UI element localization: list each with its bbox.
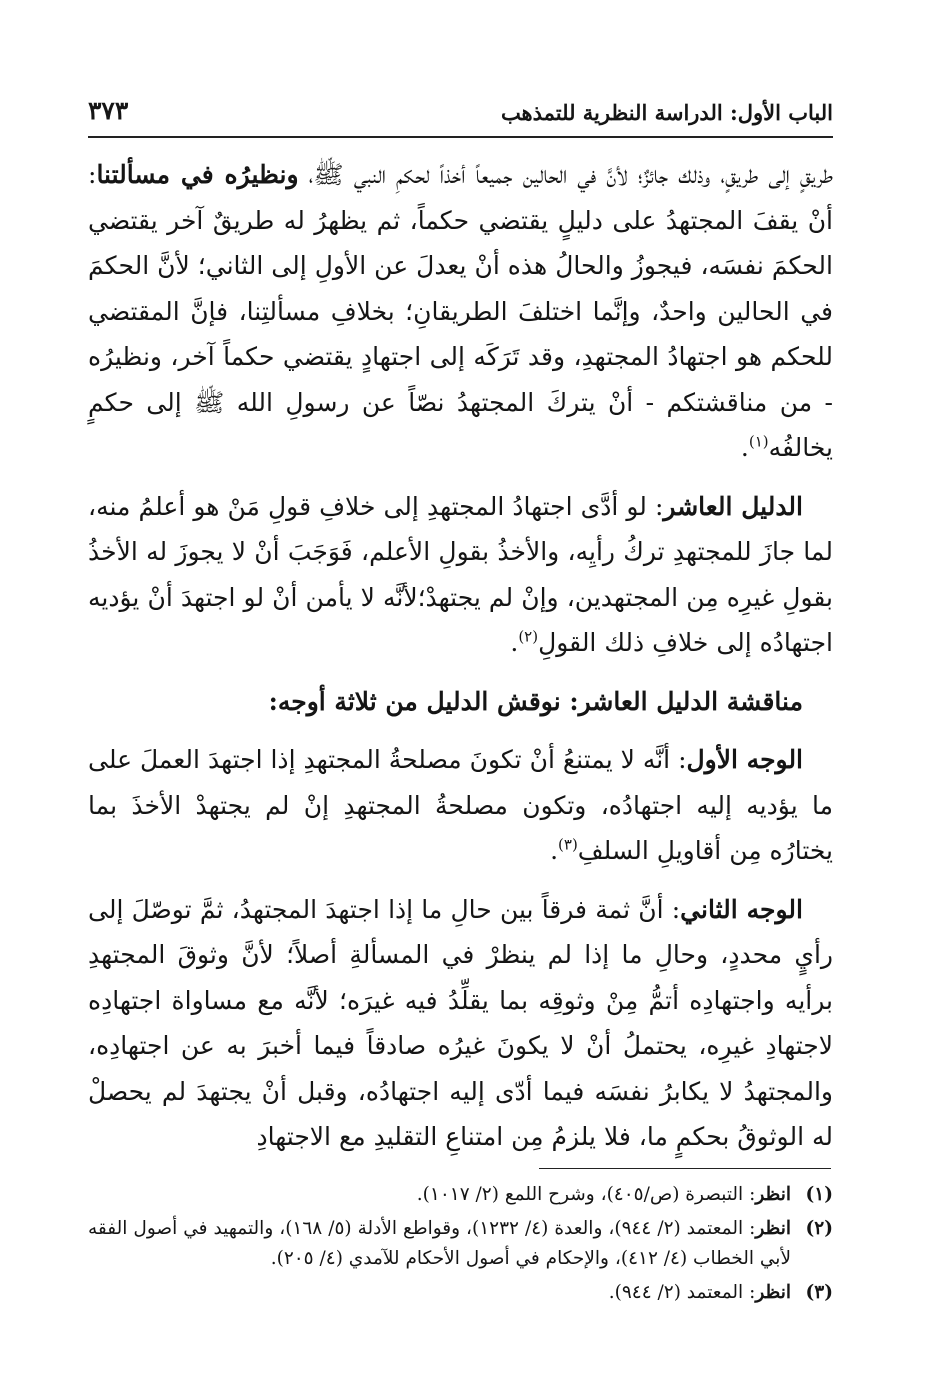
footnote-ref: (١)	[748, 432, 769, 451]
paragraph-end: .	[550, 836, 559, 865]
paragraph-heading: الوجه الأول	[686, 745, 804, 774]
footnote-text	[88, 1278, 791, 1308]
paragraph-heading: مناقشة الدليل العاشر	[578, 686, 803, 716]
footnote-label: انظر	[755, 1218, 792, 1239]
paragraph-heading: الوجه الثاني	[680, 894, 803, 924]
footnote	[88, 1180, 833, 1210]
footnote	[88, 1278, 833, 1308]
footnote-number: (١)	[805, 1184, 833, 1205]
paragraph-text: : أنَّه لا يمتنعُ أنْ تكونَ مصلحةُ المجتهدِ إذا اجتهدَ العملَ على ما يؤديه إليه اجتهادُه، وتكون مصلحةُ المجتهدِ إنْ لم يجتهدْ الأخذَ بما يختارُه مِن أقاويلِ السلفِ	[88, 745, 833, 865]
paragraph-text: طريقٍ إلى طريقٍ، وذلك جائزٌ؛ لأنَّ في الحالين جميعاً أخذاً لحكمِ النبي ﷺ،	[298, 160, 833, 189]
footnote-ref: (٢)	[518, 627, 539, 646]
paragraph-text: : أنَّ ثمة فرقاً بين حالِ ما إذا اجتهدَ المجتهدُ، ثمَّ توصّلَ إلى رأيٍ محددٍ، وحالِ ما إذا لم ينظرْ في المسألةِ أصلاً؛ لأنَّ وثوقَ المجتهدِ برأيه واجتهادِه أتمُّ مِنْ وثوقِه بما يقلِّدُ فيه غيرَه؛ لأنَّه مع مساواة اجتهادِه لاجتهادِ غيرِه، يحتملُ أنْ لا يكونَ غيرُه صادقاً فيما أخبرَ به عن اجتهادِه، والمجتهدُ لا يكابرُ نفسَه فيما أدّى إليه اجتهادُه، وقبل أنْ يجتهدَ لم يحصلْ له الوثوقُ بحكمٍ ما، فلا يلزمُ مِن امتناعِ التقليدِ مع الاجتهادِ	[88, 894, 833, 1151]
footnotes	[88, 1180, 833, 1312]
footnote-divider	[539, 1168, 831, 1169]
paragraph	[88, 152, 833, 471]
footnote-text	[88, 1214, 791, 1274]
footnote	[88, 1214, 833, 1274]
footnote-content: : المعتمد (٢/ ٩٤٤).	[608, 1282, 756, 1303]
footnote-content: : المعتمد (٢/ ٩٤٤)، والعدة (٤/ ١٢٣٢)، وقواطع الأدلة (٥/ ١٦٨)، والتمهيد في أصول الفقه لأبي الخطاب (٤/ ٤١٢)، والإحكام في أصول الأحكام للآمدي (٤/ ٢٠٥).	[88, 1218, 791, 1269]
footnote-ref: (٣)	[558, 835, 578, 854]
paragraph-end: .	[510, 628, 519, 657]
paragraph-text: : لو أدَّى اجتهادُ المجتهدِ إلى خلافِ قولِ مَنْ هو أعلمُ منه، لما جازَ للمجتهدِ تركُ رأيِه، والأخذُ بقولِ الأعلم، فَوَجَبَ أنْ لا يجوزَ له الأخذُ بقولِ غيرِه مِن المجتهدين، وإنْ لم يجتهدْ؛لأنَّه لا يأمن أنْ لو اجتهدَ أنْ يؤديه اجتهادُه إلى خلافِ ذلك القولِ	[88, 491, 833, 657]
footnote-label: انظر	[755, 1184, 791, 1205]
page-header	[88, 92, 833, 138]
paragraph-text: : أنْ يقفَ المجتهدُ على دليلٍ يقتضي حكماً، ثم يظهرُ له طريقٌ آخر يقتضي الحكمَ نفسَه، فيجوزُ والحالُ هذه أنْ يعدلَ عن الأولِ إلى الثاني؛ لأنَّ الحكمَ في الحالين واحدٌ، وإنَّما اختلفَ الطريقانِ؛ بخلافِ مسألتِنا، فإنَّ المقتضي للحكم هو اجتهادُ المجتهدِ، وقد تَرَكَه إلى اجتهادٍ يقتضي حكماً آخر، ونظيرُه - من مناقشتكم - أنْ يتركَ المجتهدُ نصّاً عن رسولِ الله ﷺ إلى حكمٍ يخالفُه	[88, 160, 833, 462]
paragraph-end: .	[740, 433, 749, 462]
paragraph-heading: الدليل العاشر	[663, 491, 803, 521]
paragraph	[88, 484, 833, 666]
page-number: ٣٧٣	[88, 96, 129, 125]
main-text	[88, 152, 833, 1173]
paragraph-text: : نوقش الدليل من ثلاثة أوجه:	[268, 686, 579, 716]
footnote-content: : التبصرة (ص/٤٠٥)، وشرح اللمع (٢/ ١٠١٧).	[416, 1184, 756, 1205]
paragraph	[88, 679, 833, 725]
paragraph	[88, 887, 833, 1160]
paragraph	[88, 737, 833, 874]
footnote-number: (٣)	[805, 1282, 833, 1303]
paragraph-bold-phrase: ونظيرُه في مسألتنا	[96, 160, 299, 189]
footnote-label: انظر	[755, 1282, 791, 1303]
footnote-text	[88, 1180, 791, 1210]
footnote-number: (٢)	[805, 1218, 833, 1239]
running-title: الباب الأول: الدراسة النظرية للتمذهب	[500, 100, 833, 125]
